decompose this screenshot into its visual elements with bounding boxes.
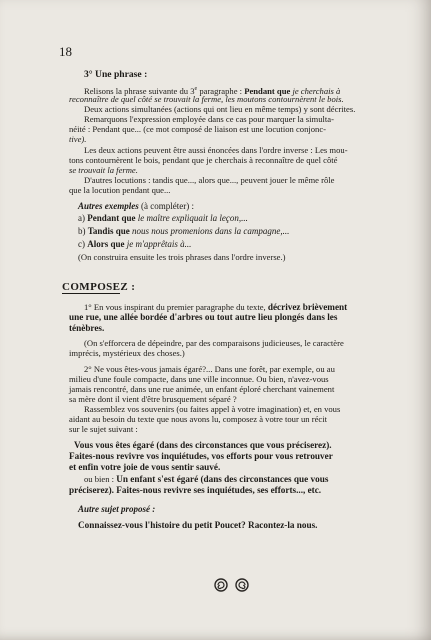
subject-line: préciserez). Faites-nous revivre ses inquiétudes, ses efforts..., etc. [69, 485, 322, 495]
text-line: tive). [69, 134, 87, 144]
text-line: milieu d'une foule compacte, dans une ville inconnue. Ou bien, n'avez-vous [69, 374, 329, 384]
text-line: tons contournèrent le bois, pendant que je cherchais à reconnaître de quel côté [69, 155, 338, 165]
text-line: sa mère dont il vient d'être brusquement séparé ? [69, 394, 237, 404]
text-line: D'autres locutions : tandis que..., alors que..., peuvent jouer le même rôle [84, 175, 335, 185]
title-underline [62, 293, 120, 294]
text-line: se trouvait la ferme. [69, 165, 138, 175]
text-line: ténèbres. [69, 323, 105, 333]
example-item: b) Tandis que nous nous promenions dans la campagne,... [78, 226, 290, 236]
text-line: néité : Pendant que... (ce mot composé de liaison est une locution conjonc- [69, 124, 327, 134]
other-subject-heading: Autre sujet proposé : [78, 504, 156, 514]
examples-heading: Autres exemples (à compléter) : [78, 201, 194, 211]
text-line: jamais rencontré, dans une rue animée, un enfant éploré cherchant vainement [69, 384, 335, 394]
other-subject-text: Connaissez-vous l'histoire du petit Poucet? Racontez-la nous. [78, 520, 318, 530]
swirl-ornament-icon [213, 578, 229, 592]
swirl-ornament-icon [234, 578, 250, 592]
page-number: 18 [59, 44, 72, 59]
text-line: Relisons la phrase suivante du 3e paragraphe : Pendant que je cherchais à [84, 85, 341, 96]
section-title-composez: COMPOSEZ : [62, 281, 136, 293]
examples-note: (On construira ensuite les trois phrases dans l'ordre inverse.) [78, 252, 286, 262]
subject-line: ou bien : Un enfant s'est égaré (dans des circonstances que vous [84, 474, 329, 484]
text-line: imprécis, mystérieux des choses.) [69, 348, 185, 358]
example-item: c) Alors que je m'apprêtais à... [78, 239, 192, 249]
text-line: aidant au besoin du texte que nous avons lu, composez à votre tour un récit [69, 414, 327, 424]
subject-line: Vous vous êtes égaré (dans des circonstances que vous préciserez). [74, 440, 332, 450]
text-line: 2° Ne vous êtes-vous jamais égaré?... Dans une forêt, par exemple, ou au [84, 364, 335, 374]
text-line: 1° En vous inspirant du premier paragraphe du texte, décrivez brièvement [84, 302, 348, 312]
section-heading-une-phrase: 3° Une phrase : [84, 69, 148, 80]
text-line: Les deux actions peuvent être aussi énoncées dans l'ordre inverse : Les mou- [84, 145, 348, 155]
text-line: (On s'efforcera de dépeindre, par des comparaisons judicieuses, le caractère [84, 338, 344, 348]
text-line: que la locution pendant que... [69, 185, 171, 195]
subject-line: et enfin votre joie de vous sentir sauvé. [69, 462, 221, 472]
text-line: Remarquons l'expression employée dans ce cas pour marquer la simulta- [84, 114, 334, 124]
text-line: Deux actions simultanées (actions qui ont lieu en même temps) y sont décrites. [84, 104, 356, 114]
text-line: une rue, une allée bordée d'arbres ou tout autre lieu plongés dans les [69, 312, 338, 322]
text-line: Rassemblez vos souvenirs (ou faites appel à votre imagination) et, en vous [84, 404, 341, 414]
text-line: sur le sujet suivant : [69, 424, 138, 434]
example-item: a) Pendant que le maître expliquait la leçon,... [78, 213, 248, 223]
subject-line: Faites-nous revivre vos inquiétudes, vos efforts pour vous retrouver [69, 451, 333, 461]
text-line: reconnaître de quel côté se trouvait la ferme, les moutons contournèrent le bois. [69, 94, 344, 104]
